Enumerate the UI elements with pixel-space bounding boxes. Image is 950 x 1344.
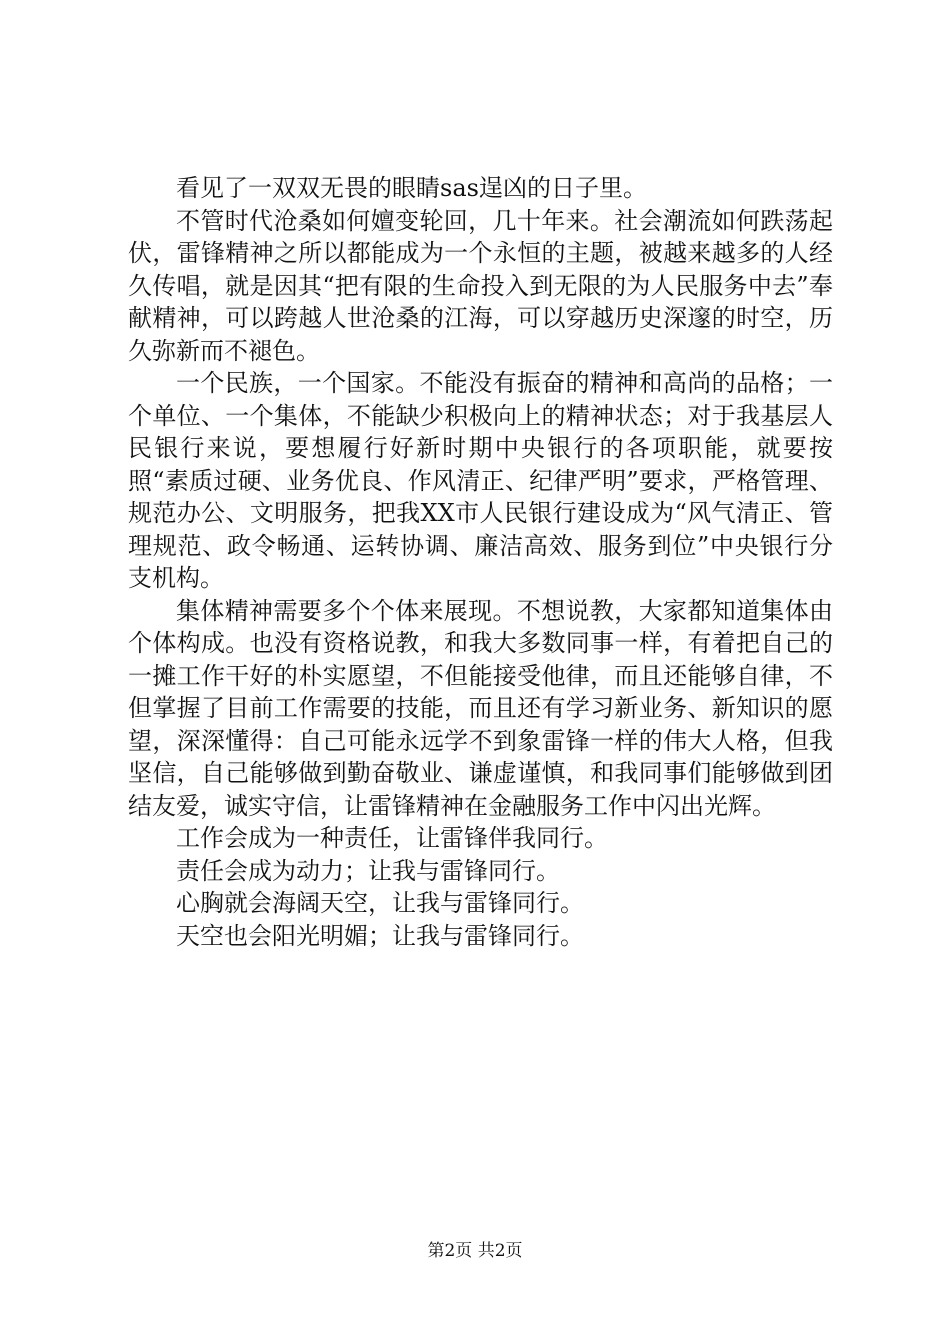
paragraph: 责任会成为动力；让我与雷锋同行。 xyxy=(176,856,560,885)
paragraph: 工作会成为一种责任，让雷锋伴我同行。 xyxy=(176,824,608,852)
paragraph: 看见了一双双无畏的眼睛sas逞凶的日子里。 xyxy=(176,174,647,202)
document-body xyxy=(128,172,833,952)
page-number-footer: 第2页 共2页 xyxy=(427,1241,523,1261)
paragraph: 心胸就会海阔天空，让我与雷锋同行。 xyxy=(176,889,584,917)
paragraph: 一个民族，一个国家。不能没有振奋的精神和高尚的品格；一个单位、一个集体，不能缺少积极向上的精神状态；对于我基层人民银行来说，要想履行好新时期中央银行的各项职能，就要按照“素质过硬、业务优良、作风清正、纪律严明”要求，严格管理、规范办公、文明服务，把我XX市人民银行建设成为“风气清正、管理规范、政令畅通、运转协调、廉洁高效、服务到位”中央银行分支机构。 xyxy=(128,369,833,592)
paragraph: 不管时代沧桑如何嬗变轮回，几十年来。社会潮流如何跌荡起伏，雷锋精神之所以都能成为一个永恒的主题，被越来越多的人经久传唱，就是因其“把有限的生命投入到无限的为人民服务中去”奉献精神，可以跨越人世沧桑的江海，可以穿越历史深邃的时空，历久弥新而不褪色。 xyxy=(128,206,833,365)
paragraph: 集体精神需要多个个体来展现。不想说教，大家都知道集体由个体构成。也没有资格说教，和我大多数同事一样，有着把自己的一摊工作干好的朴实愿望，不但能接受他律，而且还能够自律，不但掌握了目前工作需要的技能，而且还有学习新业务、新知识的愿望，深深懂得：自己可能永远学不到象雷锋一样的伟大人格，但我坚信，自己能够做到勤奋敬业、谦虚谨慎，和我同事们能够做到团结友爱，诚实守信，让雷锋精神在金融服务工作中闪出光辉。 xyxy=(128,596,833,820)
paragraph: 天空也会阳光明媚；让我与雷锋同行。 xyxy=(176,921,584,950)
